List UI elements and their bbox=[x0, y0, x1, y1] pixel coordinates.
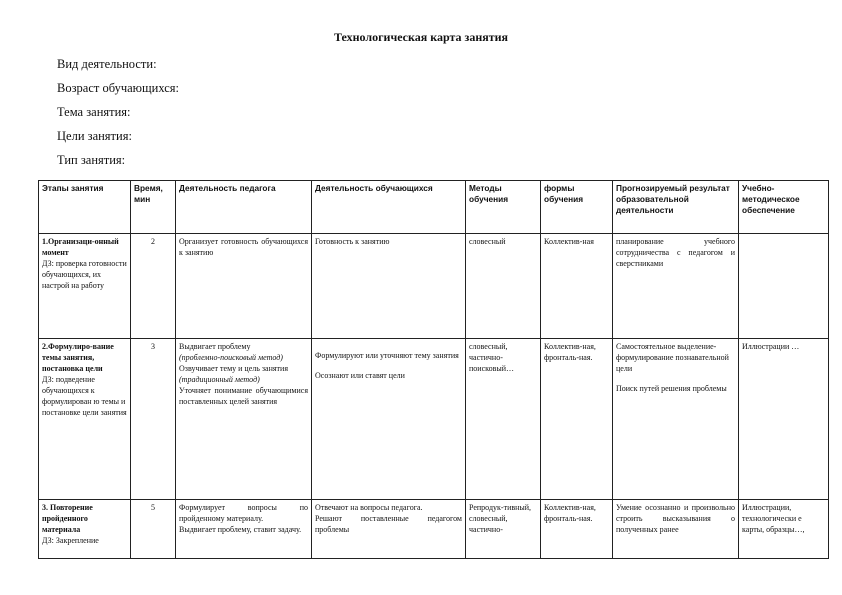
field-lesson-topic: Тема занятия: bbox=[57, 105, 131, 119]
header-expected-result: Прогнозируемый результат образовательной деятельности bbox=[613, 181, 739, 234]
stage-name: 3. Повторение пройденного материала bbox=[42, 503, 93, 534]
lesson-plan-table bbox=[38, 180, 829, 559]
teacher-activity-cell bbox=[176, 339, 312, 500]
time-cell: 5 bbox=[131, 500, 176, 559]
result-text: Поиск путей решения проблемы bbox=[616, 384, 727, 393]
header-student-activity: Деятельность обучающихся bbox=[312, 181, 466, 234]
stage-task: ДЗ: подведение обучающихся к формулирован ю темы и постановке цели занятия bbox=[42, 375, 127, 417]
document-title: Технологическая карта занятия bbox=[333, 30, 509, 44]
support-cell bbox=[739, 234, 829, 339]
teacher-activity-cell bbox=[176, 500, 312, 559]
table-row bbox=[39, 234, 829, 339]
forms-cell: Коллектив-ная, фронталь-ная. bbox=[541, 500, 613, 559]
stage-task: ДЗ: проверка готовности обучающихся, их настрой на работу bbox=[42, 259, 127, 290]
table-header-row bbox=[39, 181, 829, 234]
table-row bbox=[39, 339, 829, 500]
result-text: планирование учебного сотрудничества с педагогом и сверстниками bbox=[616, 237, 735, 268]
result-cell bbox=[613, 234, 739, 339]
header-methods: Методы обучения bbox=[466, 181, 541, 234]
methods-cell: Репродук-тивный, словесный, частично- bbox=[466, 500, 541, 559]
table-row bbox=[39, 500, 829, 559]
stage-cell bbox=[39, 339, 131, 500]
teacher-activity-text: Выдвигает проблему, ставит задачу. bbox=[179, 525, 302, 534]
student-activity-cell bbox=[312, 234, 466, 339]
teacher-activity-text: Озвучивает тему и цель занятия bbox=[179, 364, 289, 373]
field-lesson-goals: Цели занятия: bbox=[57, 129, 132, 143]
student-activity-text: Отвечают на вопросы педагога. bbox=[315, 503, 423, 512]
stage-name: 2.Формулиро-вание темы занятия, постановка цели bbox=[42, 342, 114, 373]
student-activity-cell bbox=[312, 339, 466, 500]
result-cell bbox=[613, 339, 739, 500]
student-activity-text: Решают поставленные педагогом проблемы bbox=[315, 514, 462, 534]
teacher-activity-text: Уточняет понимание обучающимися поставленных целей занятия bbox=[179, 386, 308, 406]
stage-cell bbox=[39, 500, 131, 559]
header-support: Учебно-методическое обеспечение bbox=[739, 181, 829, 234]
student-activity-text: Осознают или ставят цели bbox=[315, 371, 405, 380]
teacher-activity-text: Выдвигает проблему bbox=[179, 342, 251, 351]
methods-cell: словесный, частично-поисковый… bbox=[466, 339, 541, 500]
student-activity-cell bbox=[312, 500, 466, 559]
forms-cell: Коллектив-ная, фронталь-ная. bbox=[541, 339, 613, 500]
field-activity-type: Вид деятельности: bbox=[57, 57, 157, 71]
method-note: (проблемно-поисковый метод) bbox=[179, 353, 283, 362]
header-fields bbox=[57, 52, 179, 172]
field-students-age: Возраст обучающихся: bbox=[57, 81, 179, 95]
student-activity-text: Формулируют или уточняют тему занятия bbox=[315, 351, 459, 360]
teacher-activity-text: Организует готовность обучающихся к занятию bbox=[179, 237, 308, 257]
header-stages: Этапы занятия bbox=[39, 181, 131, 234]
time-cell: 2 bbox=[131, 234, 176, 339]
result-text: Самостоятельное выделение-формулирование познавательной цели bbox=[616, 342, 729, 373]
methods-cell: словесный bbox=[466, 234, 541, 339]
result-cell bbox=[613, 500, 739, 559]
stage-cell bbox=[39, 234, 131, 339]
forms-cell: Коллектив-ная bbox=[541, 234, 613, 339]
stage-name: 1.Организаци-онный момент bbox=[42, 237, 119, 257]
time-cell: 3 bbox=[131, 339, 176, 500]
field-lesson-type: Тип занятия: bbox=[57, 153, 126, 167]
method-note: (традиционный метод) bbox=[179, 375, 260, 384]
support-cell: Иллюстрации … bbox=[739, 339, 829, 500]
stage-task: ДЗ: Закрепление bbox=[42, 536, 99, 545]
header-teacher-activity: Деятельность педагога bbox=[176, 181, 312, 234]
support-cell: Иллюстрации, технологически е карты, образцы…, bbox=[739, 500, 829, 559]
header-forms: формы обучения bbox=[541, 181, 613, 234]
teacher-activity-cell bbox=[176, 234, 312, 339]
teacher-activity-text: Формулирует вопросы по пройденному материалу. bbox=[179, 503, 308, 523]
result-text: Умение осознанно и произвольно строить высказывания о полученных ранее bbox=[616, 503, 735, 534]
student-activity-text: Готовность к занятию bbox=[315, 237, 390, 246]
header-time: Время, мин bbox=[131, 181, 176, 234]
